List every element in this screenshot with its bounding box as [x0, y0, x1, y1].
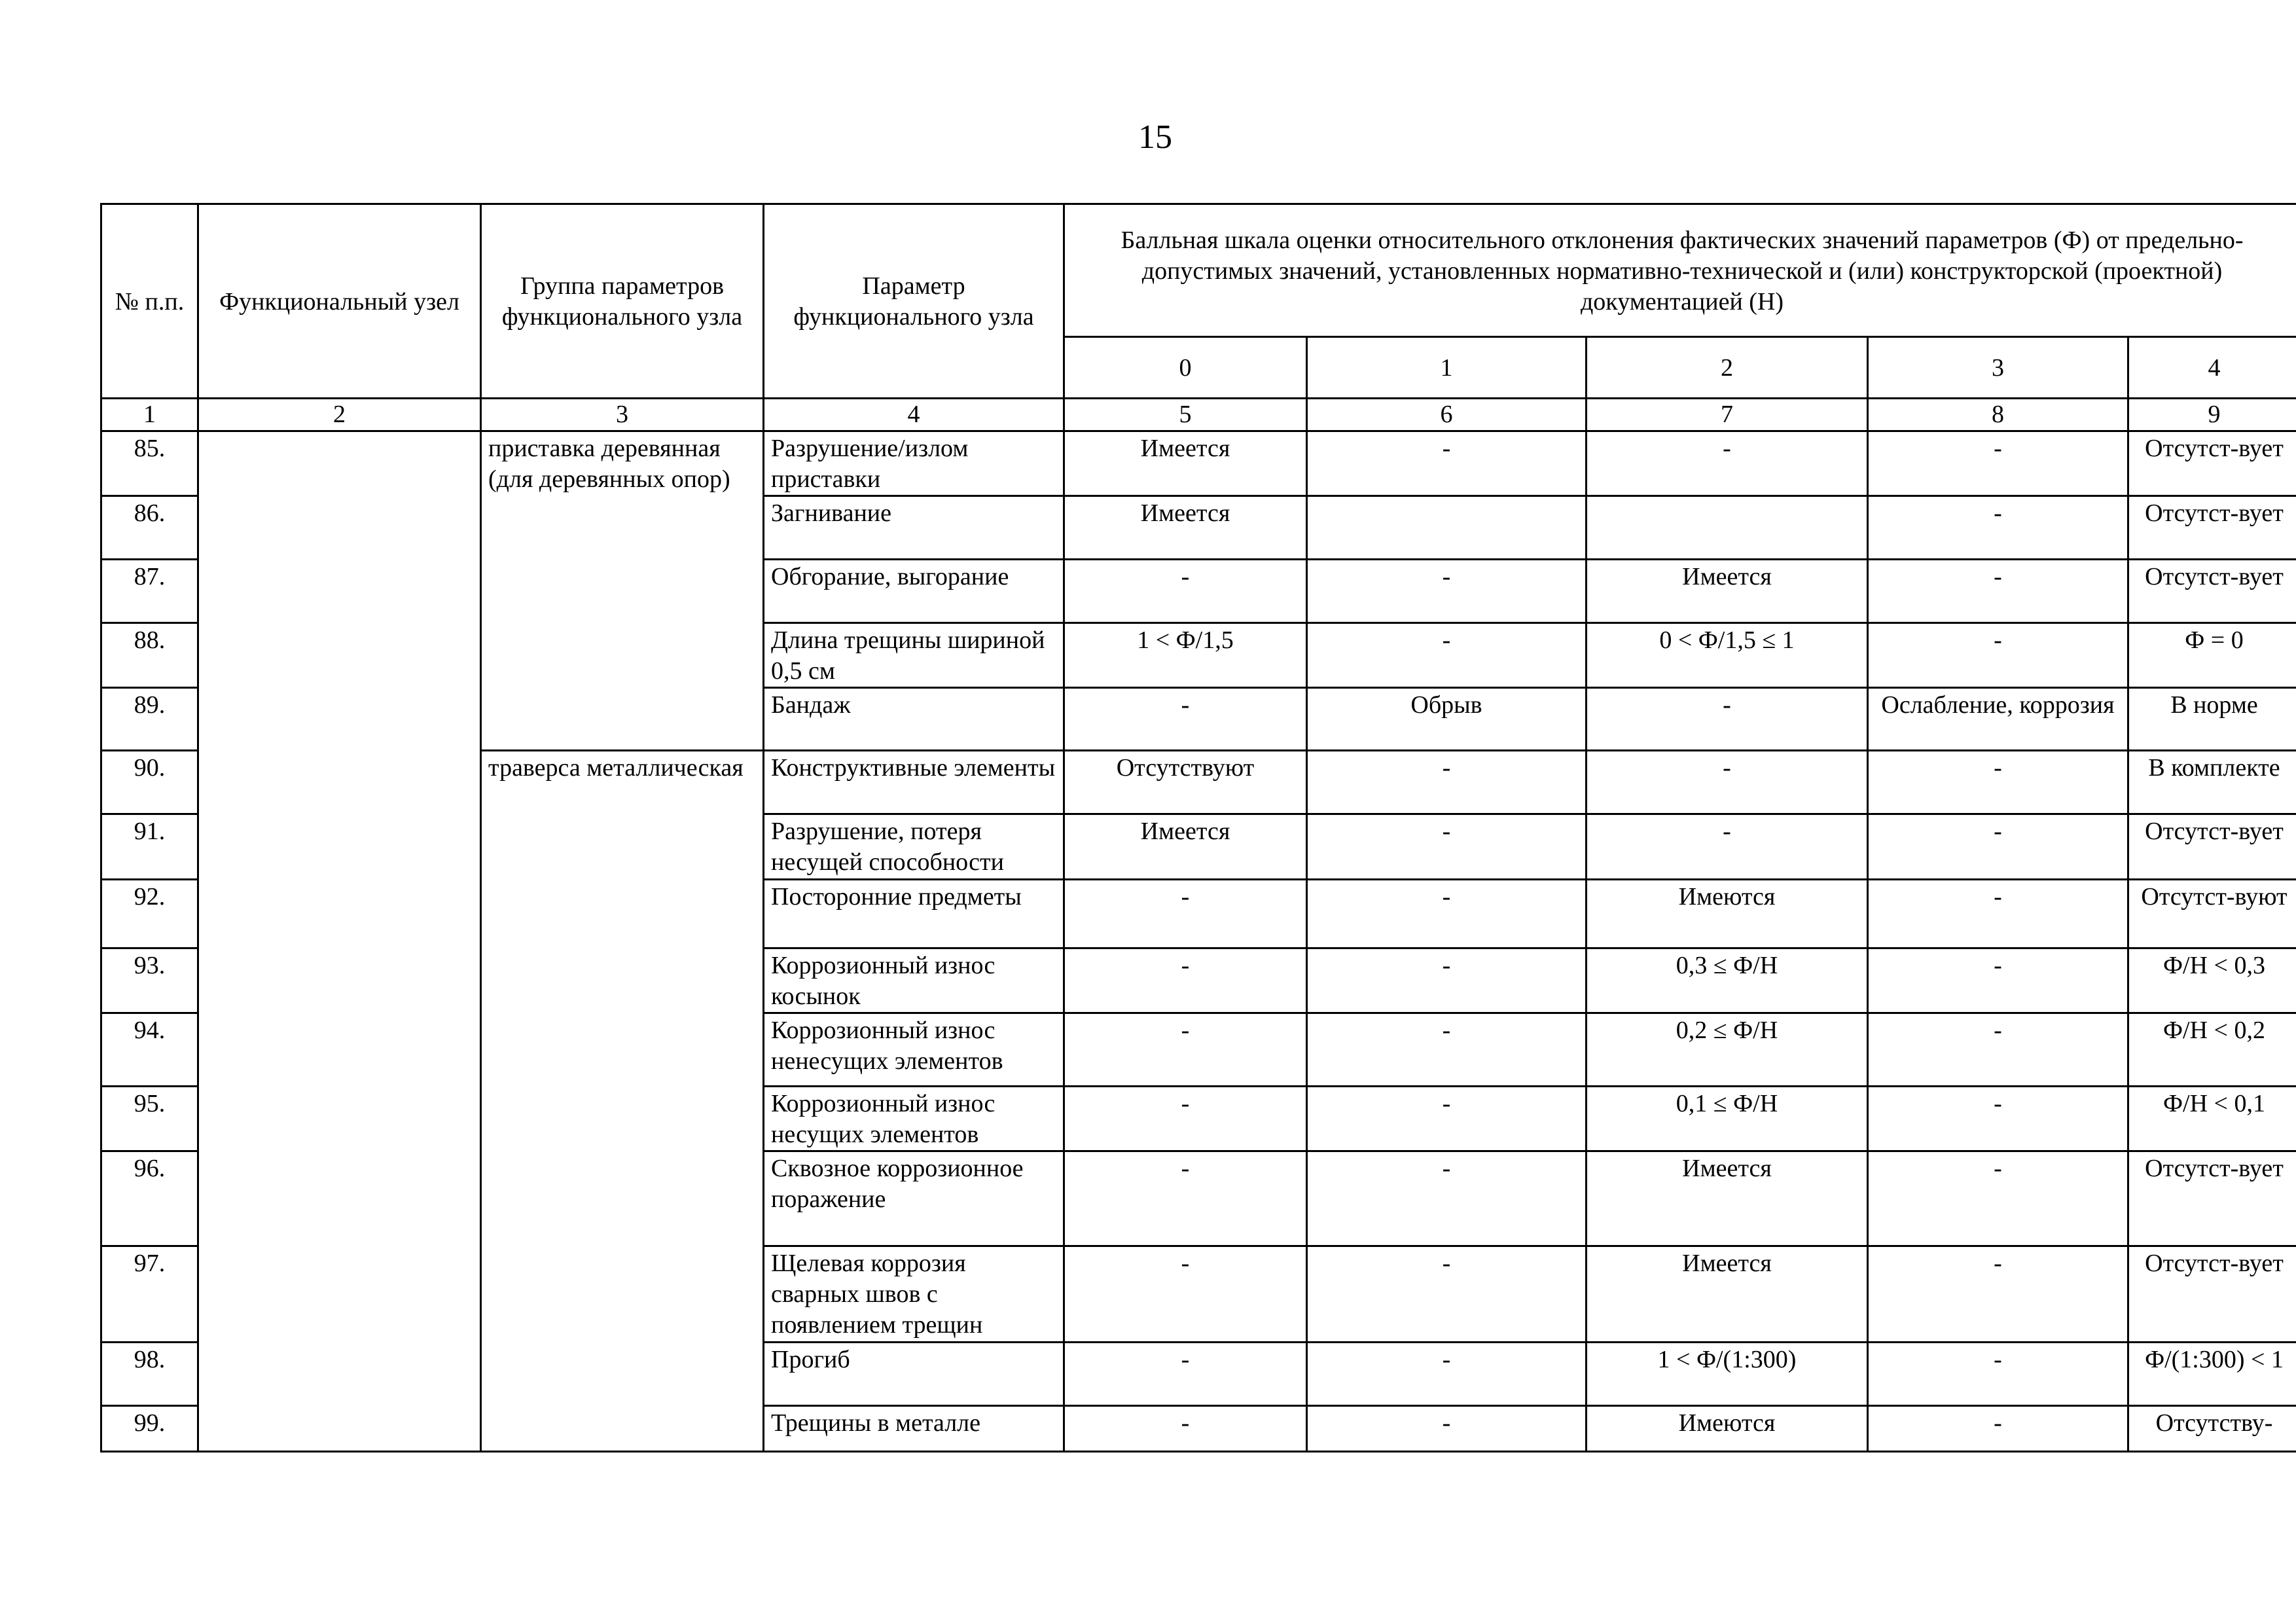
header-group: Группа параметров функционального узла — [481, 204, 764, 399]
score-3-value: - — [1868, 1343, 2128, 1406]
score-3-value: - — [1868, 1246, 2128, 1343]
score-0-value: - — [1064, 1013, 1307, 1087]
row-number: 91. — [101, 814, 198, 880]
score-0-value: Имеется — [1064, 814, 1307, 880]
score-0-value: - — [1064, 1151, 1307, 1246]
header-score-0: 0 — [1064, 337, 1307, 399]
score-2-value: 0 < Ф/1,5 ≤ 1 — [1587, 623, 1868, 688]
header-num: № п.п. — [101, 204, 198, 399]
score-1-value: - — [1307, 1151, 1587, 1246]
score-1-value: - — [1307, 431, 1587, 496]
row-number: 97. — [101, 1246, 198, 1343]
score-4-value: В комплекте — [2128, 751, 2296, 814]
functional-node-cell — [198, 431, 481, 1452]
score-0-value: - — [1064, 688, 1307, 751]
score-0-value: - — [1064, 560, 1307, 623]
table-row — [101, 431, 2296, 496]
score-2-value: Имеется — [1587, 1151, 1868, 1246]
parameter-name: Длина трещины шириной 0,5 см — [764, 623, 1064, 688]
header-score-4: 4 — [2128, 337, 2296, 399]
table-body — [101, 431, 2296, 1452]
score-2-value: 0,2 ≤ Ф/Н — [1587, 1013, 1868, 1087]
parameter-name: Щелевая коррозия сварных швов с появлением трещин — [764, 1246, 1064, 1343]
score-3-value: - — [1868, 751, 2128, 814]
score-0-value: - — [1064, 1087, 1307, 1151]
score-2-value: - — [1587, 814, 1868, 880]
score-1-value: Обрыв — [1307, 688, 1587, 751]
score-3-value: - — [1868, 1087, 2128, 1151]
score-3-value: - — [1868, 1406, 2128, 1452]
parameter-name: Сквозное коррозионное поражение — [764, 1151, 1064, 1246]
score-2-value: Имеется — [1587, 560, 1868, 623]
score-4-value: Отсутст-вует — [2128, 1151, 2296, 1246]
score-3-value: - — [1868, 948, 2128, 1013]
parameter-name: Загнивание — [764, 496, 1064, 560]
row-number: 99. — [101, 1406, 198, 1452]
score-3-value: - — [1868, 431, 2128, 496]
parameter-name: Коррозионный износ ненесущих элементов — [764, 1013, 1064, 1087]
score-2-value: Имеются — [1587, 1406, 1868, 1452]
score-1-value: - — [1307, 948, 1587, 1013]
score-4-value: Отсутст-вует — [2128, 560, 2296, 623]
score-4-value: Отсутству- — [2128, 1406, 2296, 1452]
parameter-group: приставка деревянная (для деревянных опор) — [481, 431, 764, 751]
column-number: 4 — [764, 399, 1064, 431]
score-1-value: - — [1307, 560, 1587, 623]
score-0-value: Имеется — [1064, 496, 1307, 560]
score-2-value — [1587, 496, 1868, 560]
column-number: 9 — [2128, 399, 2296, 431]
score-4-value: В норме — [2128, 688, 2296, 751]
row-number: 93. — [101, 948, 198, 1013]
score-2-value: 0,3 ≤ Ф/Н — [1587, 948, 1868, 1013]
score-0-value: - — [1064, 948, 1307, 1013]
row-number: 96. — [101, 1151, 198, 1246]
score-0-value: 1 < Ф/1,5 — [1064, 623, 1307, 688]
header-node: Функциональный узел — [198, 204, 481, 399]
score-2-value: Имеются — [1587, 880, 1868, 948]
score-0-value: Отсутствуют — [1064, 751, 1307, 814]
score-3-value: - — [1868, 560, 2128, 623]
score-3-value: - — [1868, 623, 2128, 688]
score-2-value: - — [1587, 688, 1868, 751]
score-1-value: - — [1307, 1343, 1587, 1406]
column-number: 3 — [481, 399, 764, 431]
score-1-value: - — [1307, 1406, 1587, 1452]
score-4-value: Ф = 0 — [2128, 623, 2296, 688]
column-number: 2 — [198, 399, 481, 431]
score-0-value: - — [1064, 1343, 1307, 1406]
parameter-name: Разрушение/излом приставки — [764, 431, 1064, 496]
score-2-value: - — [1587, 751, 1868, 814]
score-3-value: - — [1868, 1151, 2128, 1246]
score-4-value: Отсутст-вует — [2128, 496, 2296, 560]
column-number: 1 — [101, 399, 198, 431]
row-number: 98. — [101, 1343, 198, 1406]
score-1-value: - — [1307, 1013, 1587, 1087]
score-0-value: Имеется — [1064, 431, 1307, 496]
row-number: 92. — [101, 880, 198, 948]
assessment-table — [100, 203, 2296, 1453]
score-2-value: 0,1 ≤ Ф/Н — [1587, 1087, 1868, 1151]
parameter-name: Бандаж — [764, 688, 1064, 751]
parameter-name: Прогиб — [764, 1343, 1064, 1406]
score-4-value: Отсутст-вует — [2128, 1246, 2296, 1343]
row-number: 87. — [101, 560, 198, 623]
score-1-value: - — [1307, 623, 1587, 688]
row-number: 86. — [101, 496, 198, 560]
score-4-value: Отсутст-вуют — [2128, 880, 2296, 948]
header-param: Параметр функционального узла — [764, 204, 1064, 399]
column-number: 6 — [1307, 399, 1587, 431]
row-number: 94. — [101, 1013, 198, 1087]
score-1-value: - — [1307, 1246, 1587, 1343]
score-4-value: Отсутст-вует — [2128, 814, 2296, 880]
column-numbers-row — [101, 399, 2296, 431]
row-number: 90. — [101, 751, 198, 814]
score-1-value: - — [1307, 814, 1587, 880]
parameter-group: траверса металлическая — [481, 751, 764, 1452]
header-score-3: 3 — [1868, 337, 2128, 399]
score-3-value: - — [1868, 1013, 2128, 1087]
score-3-value: - — [1868, 814, 2128, 880]
row-number: 88. — [101, 623, 198, 688]
score-1-value: - — [1307, 1087, 1587, 1151]
parameter-name: Разрушение, потеря несущей способности — [764, 814, 1064, 880]
score-3-value: - — [1868, 496, 2128, 560]
row-number: 85. — [101, 431, 198, 496]
score-3-value: Ослабление, коррозия — [1868, 688, 2128, 751]
column-number: 8 — [1868, 399, 2128, 431]
parameter-name: Посторонние предметы — [764, 880, 1064, 948]
score-4-value: Отсутст-вует — [2128, 431, 2296, 496]
score-2-value: Имеется — [1587, 1246, 1868, 1343]
score-4-value: Ф/Н < 0,3 — [2128, 948, 2296, 1013]
header-score-1: 1 — [1307, 337, 1587, 399]
score-1-value: - — [1307, 751, 1587, 814]
score-2-value: - — [1587, 431, 1868, 496]
parameter-name: Обгорание, выгорание — [764, 560, 1064, 623]
score-1-value: - — [1307, 880, 1587, 948]
score-4-value: Ф/Н < 0,1 — [2128, 1087, 2296, 1151]
score-0-value: - — [1064, 1406, 1307, 1452]
column-number: 7 — [1587, 399, 1868, 431]
row-number: 89. — [101, 688, 198, 751]
score-4-value: Ф/(1:300) < 1 — [2128, 1343, 2296, 1406]
header-score-2: 2 — [1587, 337, 1868, 399]
page-number: 15 — [1138, 118, 1172, 156]
score-0-value: - — [1064, 1246, 1307, 1343]
score-2-value: 1 < Ф/(1:300) — [1587, 1343, 1868, 1406]
score-0-value: - — [1064, 880, 1307, 948]
parameter-name: Коррозионный износ несущих элементов — [764, 1087, 1064, 1151]
parameter-name: Трещины в металле — [764, 1406, 1064, 1452]
parameter-name: Конструктивные элементы — [764, 751, 1064, 814]
header-scale: Балльная шкала оценки относительного отклонения фактических значений параметров (Ф) от предельно-допустимых значений, установленных нормативно-технической и (или) конструкторской (проектной) документацией (Н) — [1064, 204, 2296, 337]
row-number: 95. — [101, 1087, 198, 1151]
column-number: 5 — [1064, 399, 1307, 431]
parameter-name: Коррозионный износ косынок — [764, 948, 1064, 1013]
score-1-value — [1307, 496, 1587, 560]
score-3-value: - — [1868, 880, 2128, 948]
score-4-value: Ф/Н < 0,2 — [2128, 1013, 2296, 1087]
